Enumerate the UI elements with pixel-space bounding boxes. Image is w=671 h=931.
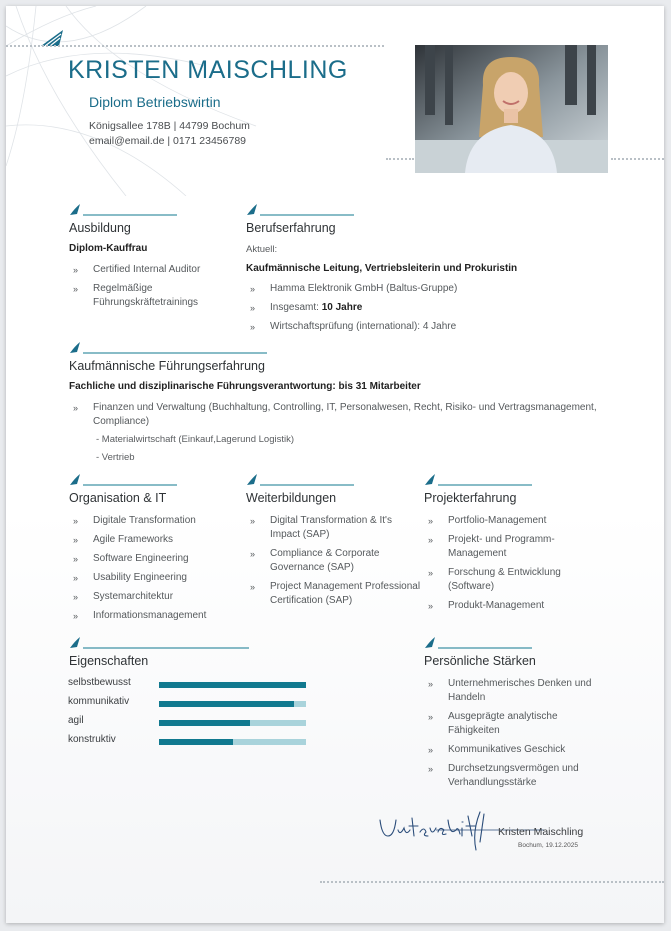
- property-bar: [159, 682, 306, 688]
- email-phone: email@email.de | 0171 23456789: [89, 135, 246, 147]
- list-item: » Informationsmanagement: [73, 610, 207, 621]
- section-mark-icon: [69, 202, 179, 216]
- footer-divider: [320, 881, 664, 883]
- candidate-title: Diplom Betriebswirtin: [89, 94, 221, 110]
- organisation-heading: Organisation & IT: [69, 491, 167, 505]
- education-list: [69, 263, 219, 315]
- section-mark-icon: [246, 202, 356, 216]
- property-label: kommunikativ: [68, 696, 130, 707]
- property-row: [68, 734, 308, 748]
- list-item: » Ausgeprägte analytische Fähigkeiten: [428, 711, 558, 736]
- candidate-name: KRISTEN MAISCHLING: [68, 56, 348, 84]
- section-mark-icon: [69, 340, 269, 354]
- property-bar: [159, 701, 306, 707]
- list-item: » Finanzen und Verwaltung (Buchhaltung, Controlling, IT, Personalwesen, Recht, Risiko- und Vertragsmanagement, Compliance): [73, 402, 597, 427]
- leadership-heading: Kaufmännische Führungserfahrung: [69, 359, 265, 373]
- list-item: » Software Engineering: [73, 553, 189, 564]
- list-item: » Wirtschaftsprüfung (international): 4 Jahre: [250, 321, 457, 332]
- list-item: » Insgesamt: 10 Jahre: [250, 302, 363, 313]
- training-list: [246, 514, 424, 613]
- property-row: [68, 715, 308, 729]
- strengths-heading: Persönliche Stärken: [424, 654, 536, 668]
- list-item: » Projekt- und Programm-Management: [428, 534, 555, 559]
- cv-page: [6, 6, 664, 923]
- projects-list: [424, 514, 574, 618]
- list-item: » Usability Engineering: [73, 572, 187, 583]
- list-item: » Compliance & Corporate Governance (SAP): [250, 548, 380, 573]
- section-mark-icon: [69, 635, 251, 649]
- experience-position: Kaufmännische Leitung, Vertriebsleiterin und Prokuristin: [246, 263, 518, 274]
- organisation-list: [69, 514, 239, 628]
- list-item: » Unternehmerisches Denken und Handeln: [428, 678, 592, 703]
- property-row: [68, 677, 308, 691]
- property-bar: [159, 739, 306, 745]
- leadership-sub-item: - Materialwirtschaft (Einkauf,Lagerund Logistik): [96, 434, 295, 445]
- experience-current: Aktuell:: [246, 244, 278, 255]
- leadership-list: [69, 401, 609, 434]
- list-item: » Project Management Professional Certification (SAP): [250, 581, 421, 606]
- list-item: » Forschung & Entwicklung (Software): [428, 567, 561, 592]
- property-row: [68, 696, 308, 710]
- list-item: » Digital Transformation & It's Impact (SAP): [250, 515, 392, 540]
- section-mark-icon: [69, 472, 179, 486]
- experience-list: [246, 282, 546, 339]
- training-heading: Weiterbildungen: [246, 491, 337, 505]
- section-mark-icon: [424, 635, 534, 649]
- property-label: selbstbewusst: [68, 677, 131, 688]
- section-mark-icon: [424, 472, 534, 486]
- projects-heading: Projekterfahrung: [424, 491, 517, 505]
- profile-photo: [415, 45, 608, 173]
- signature-name: Kristen Maischling: [498, 826, 584, 838]
- list-item: » Produkt-Management: [428, 600, 545, 611]
- address: Königsallee 178B | 44799 Bochum: [89, 120, 250, 132]
- signature-date: Bochum, 19.12.2025: [518, 842, 578, 849]
- section-mark-icon: [246, 472, 356, 486]
- list-item: » Systemarchitektur: [73, 591, 174, 602]
- experience-heading: Berufserfahrung: [246, 221, 336, 235]
- property-label: konstruktiv: [68, 734, 116, 745]
- property-label: agil: [68, 715, 84, 726]
- header-divider: [6, 45, 384, 47]
- list-item: » Digitale Transformation: [73, 515, 196, 526]
- education-degree: Diplom-Kauffrau: [69, 243, 148, 254]
- property-bar: [159, 720, 306, 726]
- leadership-sub-item: - Vertrieb: [96, 452, 135, 463]
- list-item: » Regelmäßige Führungskräftetrainings: [73, 283, 199, 308]
- list-item: » Kommunikatives Geschick: [428, 744, 566, 755]
- leadership-summary: Fachliche und disziplinarische Führungsverantwortung: bis 31 Mitarbeiter: [69, 381, 421, 392]
- list-item: » Hamma Elektronik GmbH (Baltus-Gruppe): [250, 283, 458, 294]
- list-item: » Agile Frameworks: [73, 534, 174, 545]
- strengths-list: [424, 677, 599, 795]
- education-heading: Ausbildung: [69, 221, 131, 235]
- list-item: » Portfolio-Management: [428, 515, 547, 526]
- list-item: » Durchsetzungsvermögen und Verhandlungsstärke: [428, 763, 579, 788]
- list-item: » Certified Internal Auditor: [73, 264, 201, 275]
- properties-heading: Eigenschaften: [69, 654, 149, 668]
